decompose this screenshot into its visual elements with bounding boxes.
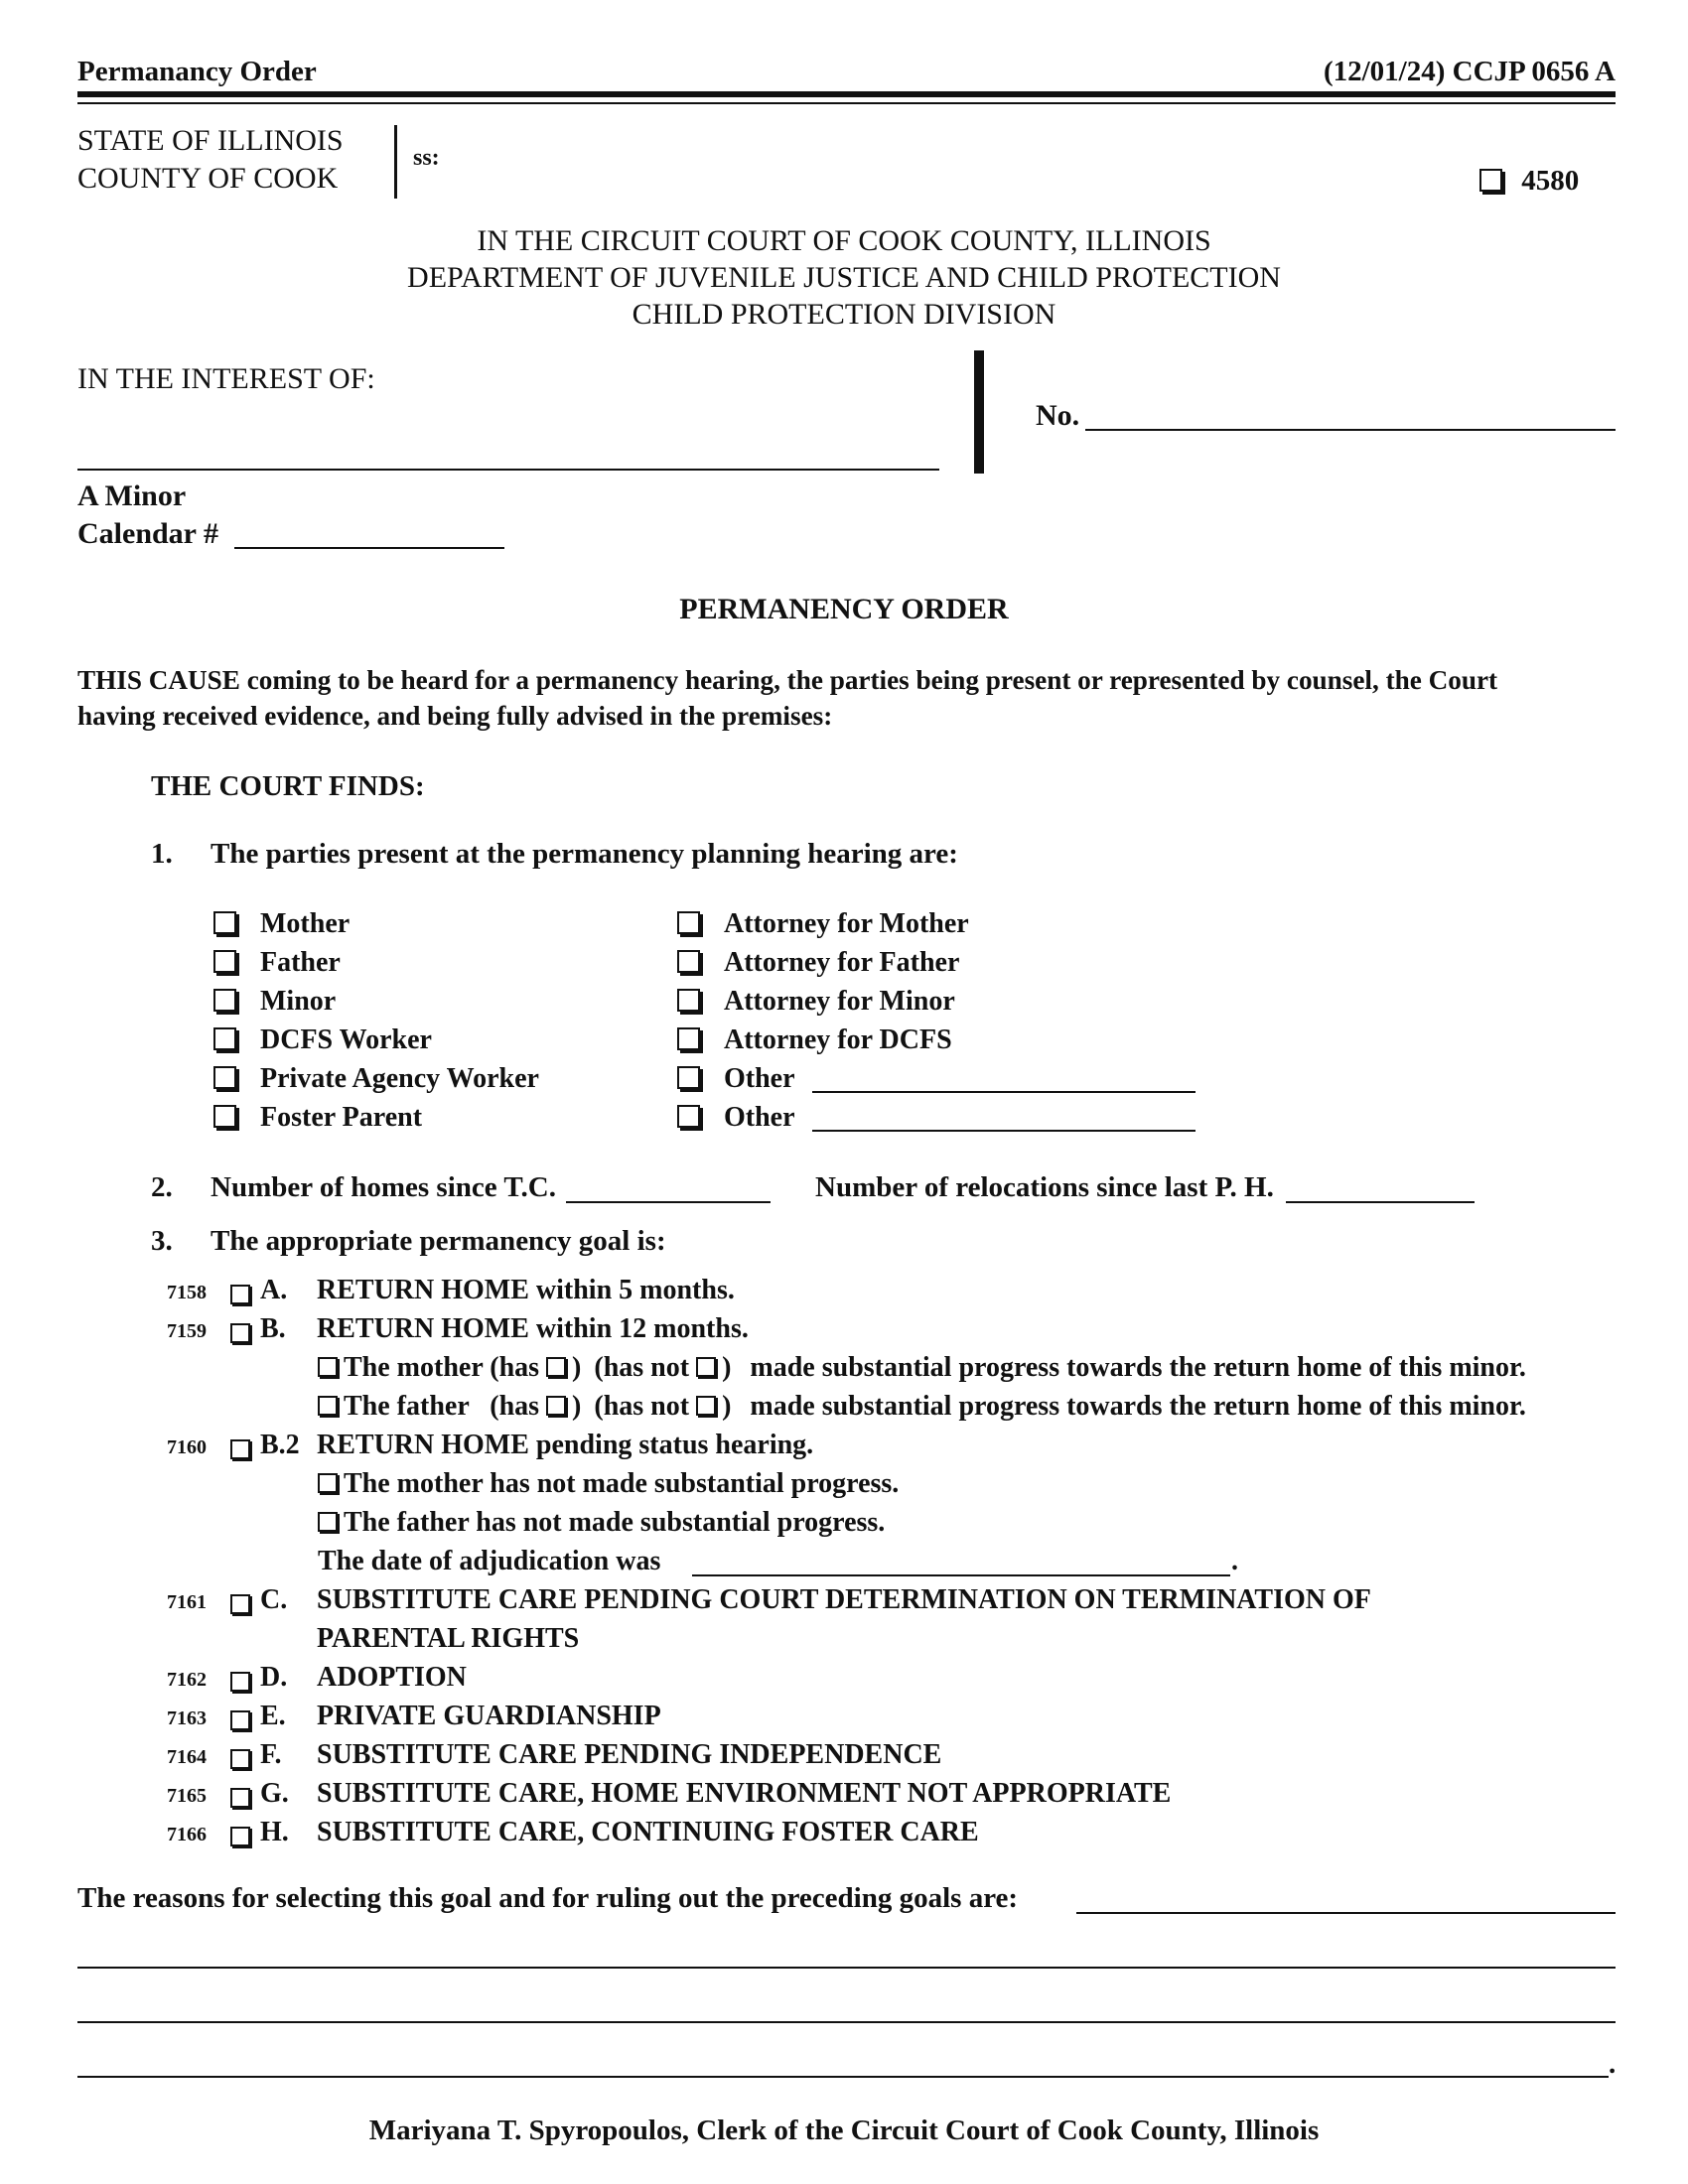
reasons-period: . (1609, 2048, 1617, 2080)
venue-ss: ss: (413, 145, 440, 171)
goal-h-code: 7166 (167, 1824, 207, 1845)
caption-divider (974, 350, 984, 474)
case-no-field[interactable] (1085, 429, 1616, 431)
reasons-label: The reasons for selecting this goal and for ruling out the preceding goals are: (77, 1882, 1019, 1914)
goal-b2-father-checkbox[interactable] (318, 1512, 338, 1532)
reasons-field-4[interactable] (77, 2076, 1609, 2078)
goal-g-letter: G. (260, 1778, 289, 1809)
party-foster-parent[interactable]: Foster Parent (213, 1102, 422, 1134)
goal-b-father-has-checkbox[interactable] (546, 1396, 566, 1416)
item3-text: The appropriate permanency goal is: (211, 1225, 666, 1257)
goal-h-checkbox[interactable] (230, 1827, 250, 1846)
party-minor[interactable]: Minor (213, 986, 336, 1018)
goal-b2-mother-line: The mother has not made substantial progress. (318, 1468, 899, 1500)
goal-g-code: 7165 (167, 1785, 207, 1807)
court-finds-label: THE COURT FINDS: (151, 770, 425, 802)
a-minor-label: A Minor (77, 479, 187, 512)
item3-num: 3. (151, 1225, 173, 1257)
goal-f-letter: F. (260, 1739, 282, 1770)
goal-e-letter: E. (260, 1701, 286, 1731)
goal-e-checkbox[interactable] (230, 1710, 250, 1730)
goal-a-code: 7158 (167, 1282, 207, 1303)
item1-num: 1. (151, 838, 173, 870)
goal-d-text: ADOPTION (317, 1662, 467, 1693)
goal-d-checkbox[interactable] (230, 1672, 250, 1692)
goal-b2-mother-checkbox[interactable] (318, 1473, 338, 1493)
header-rule-thin (77, 102, 1616, 104)
goal-f-code: 7164 (167, 1746, 207, 1768)
goal-b-letter: B. (260, 1313, 286, 1344)
goal-e-text: PRIVATE GUARDIANSHIP (317, 1701, 661, 1731)
party-attorney-father-checkbox[interactable] (677, 950, 700, 973)
adjudication-date-field[interactable] (692, 1574, 1230, 1576)
calendar-field[interactable] (234, 547, 504, 549)
goal-a-text: RETURN HOME within 5 months. (317, 1275, 735, 1305)
header-rule-thick (77, 91, 1616, 97)
party-father[interactable]: Father (213, 947, 341, 979)
case-no-label: No. (1036, 399, 1080, 432)
court-line-3: CHILD PROTECTION DIVISION (632, 298, 1056, 331)
goal-b-father-checkbox[interactable] (318, 1396, 338, 1416)
party-attorney-mother[interactable]: Attorney for Mother (677, 908, 969, 940)
party-attorney-mother-checkbox[interactable] (677, 911, 700, 934)
party-other-2[interactable]: Other (677, 1102, 795, 1134)
party-attorney-minor[interactable]: Attorney for Minor (677, 986, 955, 1018)
relocations-field[interactable] (1286, 1201, 1475, 1203)
reasons-field-2[interactable] (77, 1967, 1616, 1969)
goal-e-code: 7163 (167, 1707, 207, 1729)
party-dcfs-worker[interactable]: DCFS Worker (213, 1024, 432, 1056)
goal-c-code: 7161 (167, 1591, 207, 1613)
intro-line-2: having received evidence, and being fully advised in the premises: (77, 701, 833, 731)
goal-b2-code: 7160 (167, 1436, 207, 1458)
page-title: PERMANENCY ORDER (679, 593, 1009, 625)
party-other-1[interactable]: Other (677, 1063, 795, 1095)
goal-g-checkbox[interactable] (230, 1788, 250, 1808)
goal-b-mother-checkbox[interactable] (318, 1357, 338, 1377)
interest-of-label: IN THE INTEREST OF: (77, 362, 375, 395)
party-father-checkbox[interactable] (213, 950, 236, 973)
goal-f-text: SUBSTITUTE CARE PENDING INDEPENDENCE (317, 1739, 942, 1770)
goal-b-mother-has-not-checkbox[interactable] (696, 1357, 716, 1377)
homes-label: Number of homes since T.C. (211, 1171, 556, 1203)
item2-num: 2. (151, 1171, 173, 1203)
goal-f-checkbox[interactable] (230, 1749, 250, 1769)
court-line-2: DEPARTMENT OF JUVENILE JUSTICE AND CHILD PROTECTION (407, 261, 1281, 294)
adjudication-label: The date of adjudication was (318, 1546, 661, 1576)
party-foster-parent-checkbox[interactable] (213, 1105, 236, 1128)
party-other-1-field[interactable] (812, 1091, 1196, 1093)
homes-field[interactable] (566, 1201, 771, 1203)
intro-line-1: THIS CAUSE coming to be heard for a permanency hearing, the parties being present or represented by counsel, the Court (77, 665, 1498, 695)
party-attorney-minor-checkbox[interactable] (677, 989, 700, 1012)
goal-a-checkbox[interactable] (230, 1285, 250, 1304)
goal-b2-checkbox[interactable] (230, 1439, 250, 1459)
goal-h-letter: H. (260, 1817, 289, 1847)
party-dcfs-worker-checkbox[interactable] (213, 1027, 236, 1050)
relocations-label: Number of relocations since last P. H. (815, 1171, 1274, 1203)
party-attorney-dcfs-checkbox[interactable] (677, 1027, 700, 1050)
goal-c-letter: C. (260, 1584, 288, 1615)
goal-b-code: 7159 (167, 1320, 207, 1342)
code-4580-label: 4580 (1521, 165, 1580, 197)
goal-b-father-line: The father (has ) (has not ) made substantial progress towards the return home of this minor. (318, 1391, 1526, 1423)
goal-d-code: 7162 (167, 1669, 207, 1691)
form-code: (12/01/24) CCJP 0656 A (1323, 56, 1616, 87)
form-title: Permanancy Order (77, 56, 317, 87)
goal-b-mother-has-checkbox[interactable] (546, 1357, 566, 1377)
goal-b-checkbox[interactable] (230, 1323, 250, 1343)
venue-state: STATE OF ILLINOIS (77, 124, 344, 157)
reasons-field-1[interactable] (1076, 1912, 1616, 1914)
code-4580 (1479, 165, 1579, 198)
party-other-1-checkbox[interactable] (677, 1066, 700, 1089)
goal-c-text: SUBSTITUTE CARE PENDING COURT DETERMINATION ON TERMINATION OF (317, 1584, 1371, 1615)
adjudication-period: . (1231, 1546, 1238, 1576)
goal-b2-father-line: The father has not made substantial progress. (318, 1507, 885, 1539)
goal-g-text: SUBSTITUTE CARE, HOME ENVIRONMENT NOT APPROPRIATE (317, 1778, 1172, 1809)
clerk-footer: Mariyana T. Spyropoulos, Clerk of the Circuit Court of Cook County, Illinois (368, 2115, 1320, 2146)
goal-d-letter: D. (260, 1662, 288, 1693)
party-mother-checkbox[interactable] (213, 911, 236, 934)
item1-text: The parties present at the permanency planning hearing are: (211, 838, 958, 870)
goal-c-text-2: PARENTAL RIGHTS (317, 1623, 580, 1654)
calendar-label: Calendar # (77, 517, 218, 550)
goal-b-text: RETURN HOME within 12 months. (317, 1313, 749, 1344)
venue-county: COUNTY OF COOK (77, 162, 339, 195)
party-minor-checkbox[interactable] (213, 989, 236, 1012)
venue-bracket (394, 125, 397, 199)
reasons-field-3[interactable] (77, 2021, 1616, 2023)
goal-a-letter: A. (260, 1275, 288, 1305)
goal-b-mother-line: The mother (has ) (has not ) made substantial progress towards the return home of this minor. (318, 1352, 1526, 1384)
party-attorney-father[interactable]: Attorney for Father (677, 947, 959, 979)
party-private-agency-worker-checkbox[interactable] (213, 1066, 236, 1089)
goal-h-text: SUBSTITUTE CARE, CONTINUING FOSTER CARE (317, 1817, 979, 1847)
goal-b2-letter: B.2 (260, 1430, 300, 1460)
minor-name-field[interactable] (77, 469, 939, 471)
court-line-1: IN THE CIRCUIT COURT OF COOK COUNTY, ILLINOIS (477, 224, 1211, 257)
party-attorney-dcfs[interactable]: Attorney for DCFS (677, 1024, 952, 1056)
goal-b2-text: RETURN HOME pending status hearing. (317, 1430, 814, 1460)
party-other-2-field[interactable] (812, 1130, 1196, 1132)
goal-c-checkbox[interactable] (230, 1594, 250, 1614)
party-mother[interactable]: Mother (213, 908, 350, 940)
party-private-agency-worker[interactable]: Private Agency Worker (213, 1063, 539, 1095)
party-other-2-checkbox[interactable] (677, 1105, 700, 1128)
goal-b-father-has-not-checkbox[interactable] (696, 1396, 716, 1416)
code-4580-checkbox[interactable] (1479, 169, 1502, 192)
